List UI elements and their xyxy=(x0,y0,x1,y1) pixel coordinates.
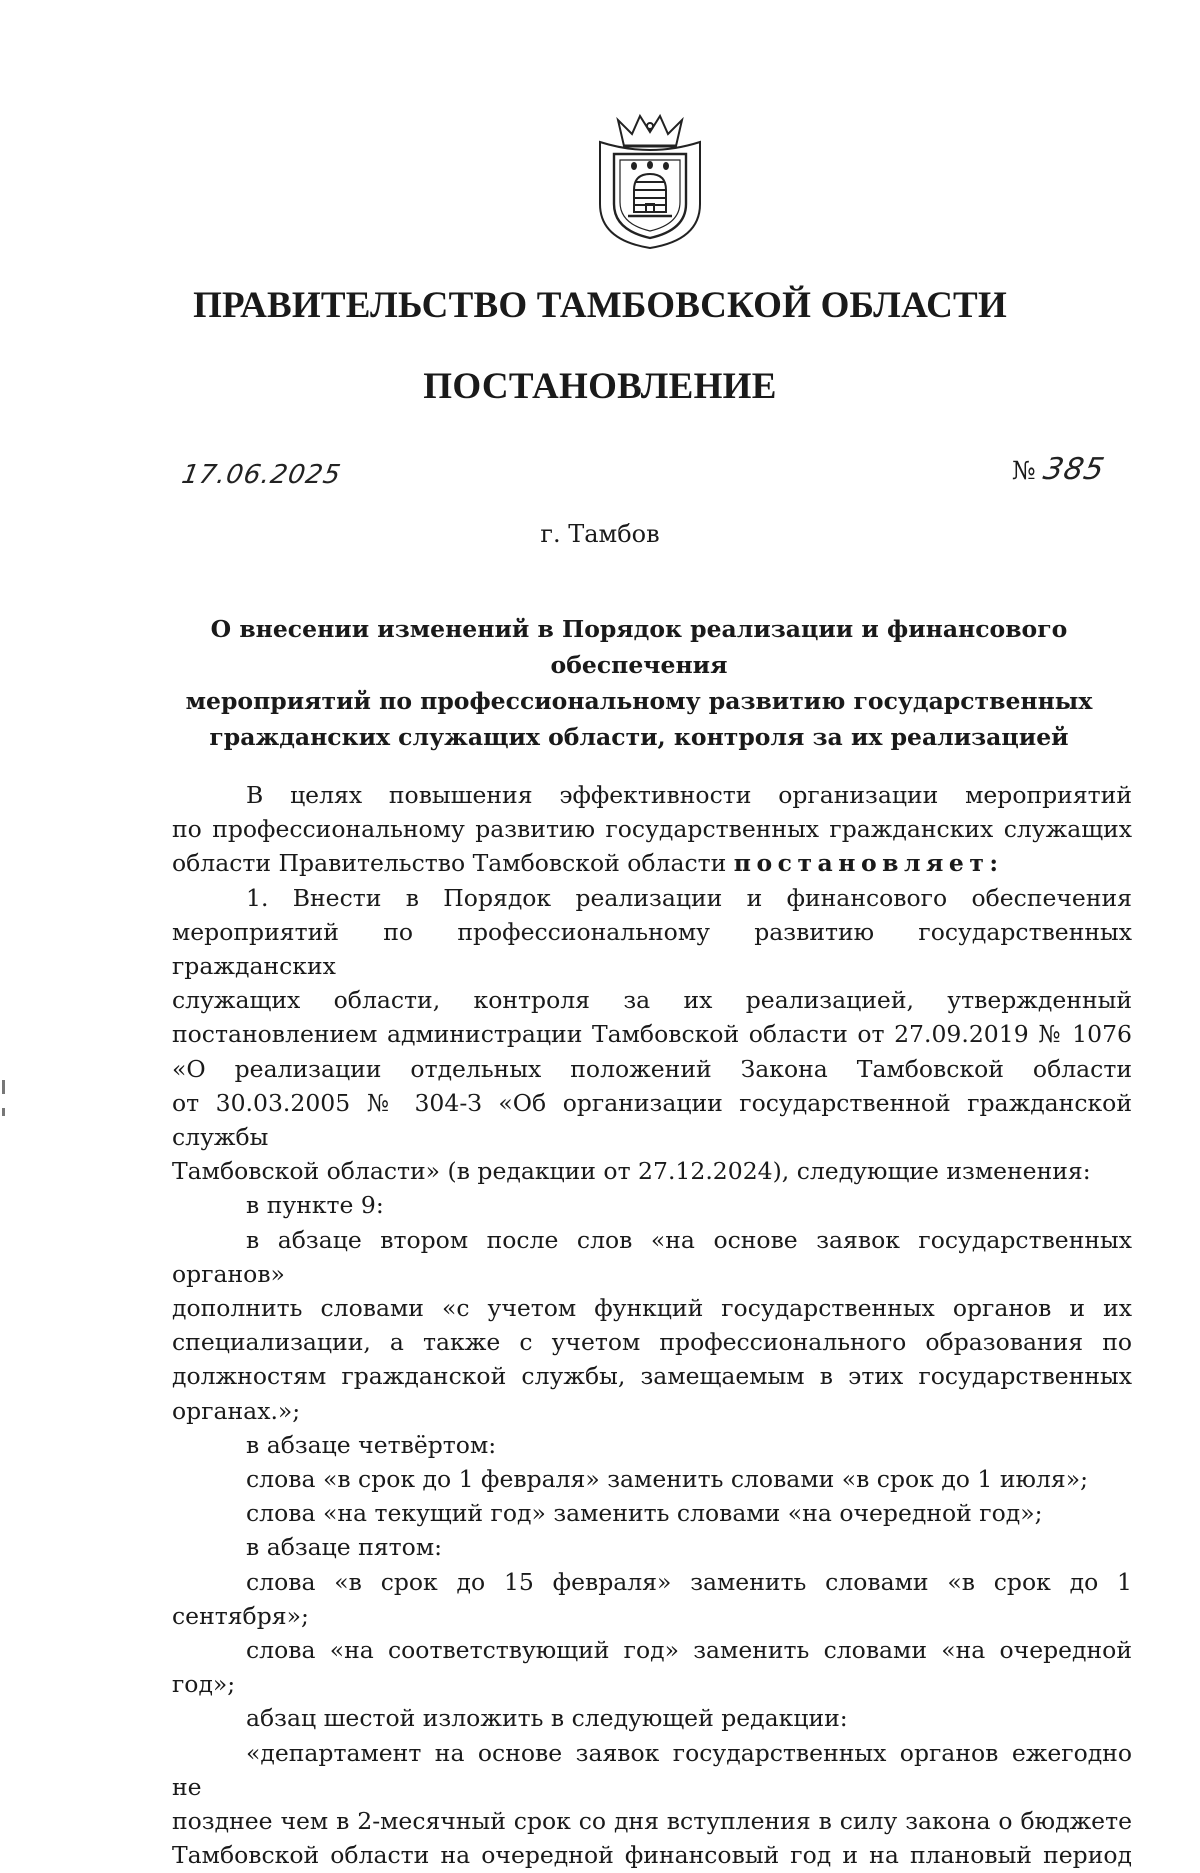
preamble-prefix: области Правительство Тамбовской области xyxy=(172,849,734,878)
body-line: от 30.03.2005 № 304-З «Об организации государственной гражданской службы xyxy=(172,1088,1132,1152)
document-subject xyxy=(160,611,1118,755)
body-line: специализации, а также с учетом профессионального образования по xyxy=(172,1328,1132,1357)
body-line: Тамбовской области на очередной финансовый год и на плановый период xyxy=(172,1841,1132,1870)
body-line: постановлением администрации Тамбовской области от 27.09.2019 № 1076 xyxy=(172,1020,1132,1049)
document-date: 17.06.2025 xyxy=(179,460,344,490)
body-line: в абзаце четвёртом: xyxy=(246,1430,497,1459)
body-line: в абзаце втором после слов «на основе заявок государственных органов» xyxy=(172,1225,1132,1288)
body-line: мероприятий по профессиональному развитию государственных гражданских xyxy=(172,917,1132,981)
body-line: служащих области, контроля за их реализацией, утвержденный xyxy=(172,986,1132,1015)
body-line: абзац шестой изложить в следующей редакции: xyxy=(246,1704,848,1733)
body-line: позднее чем в 2-месячный срок со дня вступления в силу закона о бюджете xyxy=(172,1807,1132,1836)
document-body xyxy=(172,778,1132,1873)
scan-margin-mark xyxy=(2,1080,5,1094)
number-value: 385 xyxy=(1039,452,1108,487)
body-line: Тамбовской области» (в редакции от 27.12.2024), следующие изменения: xyxy=(172,1157,1091,1186)
document-type-title: ПОСТАНОВЛЕНИЕ xyxy=(423,366,777,407)
body-line: должностям гражданской службы, замещаемым в этих государственных xyxy=(172,1362,1132,1391)
body-line: в абзаце пятом: xyxy=(246,1533,443,1562)
city-label: г. Тамбов xyxy=(540,520,660,548)
body-line: В целях повышения эффективности организации мероприятий xyxy=(246,781,1132,809)
body-line: слова «в срок до 15 февраля» заменить словами «в срок до 1 сентября»; xyxy=(172,1567,1132,1630)
coat-of-arms-icon xyxy=(590,112,710,250)
body-line: «департамент на основе заявок государственных органов ежегодно не xyxy=(172,1738,1132,1801)
body-line: дополнить словами «с учетом функций государственных органов и их xyxy=(172,1294,1132,1323)
body-line: «О реализации отдельных положений Закона Тамбовской области xyxy=(172,1054,1132,1083)
subject-line: гражданских служащих области, контроля за их реализацией xyxy=(209,723,1069,751)
document-number xyxy=(1012,452,1108,487)
body-line: органах.»; xyxy=(172,1396,301,1425)
number-sign: № xyxy=(1012,456,1036,485)
body-line: слова «на текущий год» заменить словами «на очередной год»; xyxy=(246,1499,1043,1528)
government-title: ПРАВИТЕЛЬСТВО ТАМБОВСКОЙ ОБЛАСТИ xyxy=(193,285,1007,326)
body-line: слова «в срок до 1 февраля» заменить словами «в срок до 1 июля»; xyxy=(246,1465,1088,1494)
subject-line: мероприятий по профессиональному развитию государственных xyxy=(185,687,1093,715)
body-line: 1. Внести в Порядок реализации и финансового обеспечения xyxy=(246,883,1132,912)
body-line xyxy=(172,846,1132,880)
body-line: по профессиональному развитию государственных гражданских служащих xyxy=(172,815,1132,844)
body-line: в пункте 9: xyxy=(246,1191,384,1220)
body-line: слова «на соответствующий год» заменить словами «на очередной год»; xyxy=(172,1636,1132,1699)
decree-verb: постановляет: xyxy=(733,849,1004,878)
subject-line: О внесении изменений в Порядок реализации и финансового обеспечения xyxy=(210,615,1068,679)
scan-margin-mark xyxy=(2,1108,5,1116)
